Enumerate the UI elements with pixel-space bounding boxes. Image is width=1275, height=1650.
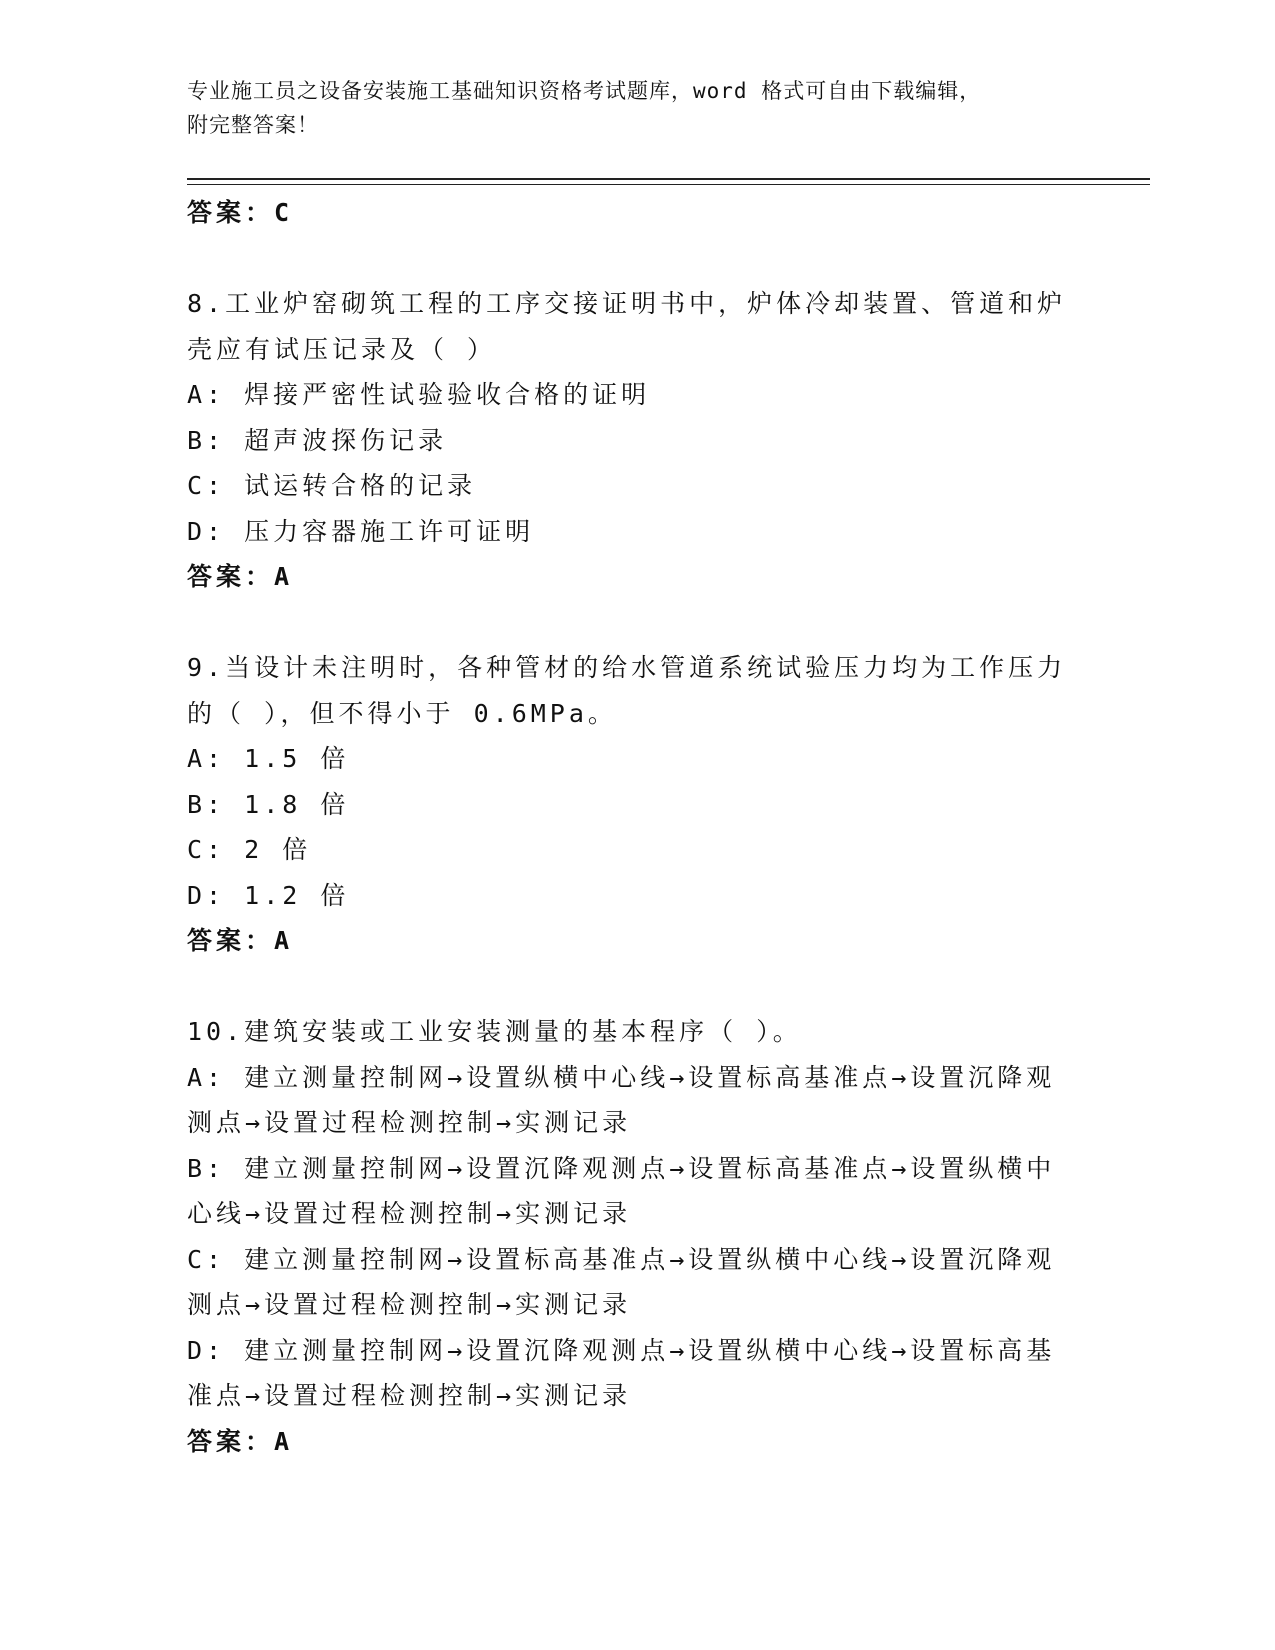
document-header (187, 74, 1067, 142)
question-8-option-b: B: 超声波探伤记录 (187, 425, 448, 455)
header-divider-thick (187, 178, 1150, 180)
question-8 (187, 281, 1087, 600)
spacer (187, 236, 1087, 282)
question-8-option-a: A: 焊接严密性试验验收合格的证明 (187, 380, 651, 409)
question-10-option-a-line-1: A: 建立测量控制网→设置纵横中心线→设置标高基准点→设置沉降观 (187, 1062, 1056, 1092)
question-9-option-c: C: 2 倍 (187, 835, 312, 864)
header-line-2: 附完整答案！ (187, 113, 319, 137)
question-10-option-c-line-1: C: 建立测量控制网→设置标高基准点→设置纵横中心线→设置沉降观 (187, 1244, 1056, 1274)
question-9-stem-line-2: 的（ ），但不得小于 0.6MPa。 (187, 698, 617, 728)
question-9-option-b: B: 1.8 倍 (187, 789, 350, 819)
question-9 (187, 645, 1087, 964)
question-10-option-d-line-2: 准点→设置过程检测控制→实测记录 (187, 1381, 632, 1410)
question-8-option-c: C: 试运转合格的记录 (187, 471, 477, 500)
question-8-option-d: D: 压力容器施工许可证明 (187, 516, 535, 546)
question-10-option-d-line-1: D: 建立测量控制网→设置沉降观测点→设置纵横中心线→设置标高基 (187, 1335, 1056, 1365)
question-10-option-a-line-2: 测点→设置过程检测控制→实测记录 (187, 1108, 632, 1137)
spacer (187, 600, 1087, 646)
previous-answer: 答案：C (187, 198, 294, 227)
question-10-option-c-line-2: 测点→设置过程检测控制→实测记录 (187, 1290, 632, 1319)
question-10-option-b-line-1: B: 建立测量控制网→设置沉降观测点→设置标高基准点→设置纵横中 (187, 1153, 1056, 1183)
question-9-stem-line-1: 9.当设计未注明时，各种管材的给水管道系统试验压力均为工作压力 (187, 653, 1067, 682)
spacer (187, 964, 1087, 1010)
question-9-option-a: A: 1.5 倍 (187, 744, 350, 773)
question-9-option-d: D: 1.2 倍 (187, 880, 350, 910)
question-8-stem-line-1: 8.工业炉窑砌筑工程的工序交接证明书中，炉体冷却装置、管道和炉 (187, 289, 1067, 318)
question-10-stem: 10.建筑安装或工业安装测量的基本程序（ ）。 (187, 1017, 802, 1046)
question-8-answer: 答案：A (187, 562, 294, 591)
header-divider-thin (187, 184, 1150, 185)
question-10-option-b-line-2: 心线→设置过程检测控制→实测记录 (187, 1199, 632, 1228)
question-10 (187, 1009, 1087, 1464)
question-9-answer: 答案：A (187, 926, 294, 955)
document-body (187, 190, 1087, 1464)
question-10-answer: 答案：A (187, 1426, 294, 1456)
question-8-stem-line-2: 壳应有试压记录及（ ） (187, 334, 497, 364)
header-line-1: 专业施工员之设备安装施工基础知识资格考试题库，word 格式可自由下载编辑， (187, 79, 982, 103)
